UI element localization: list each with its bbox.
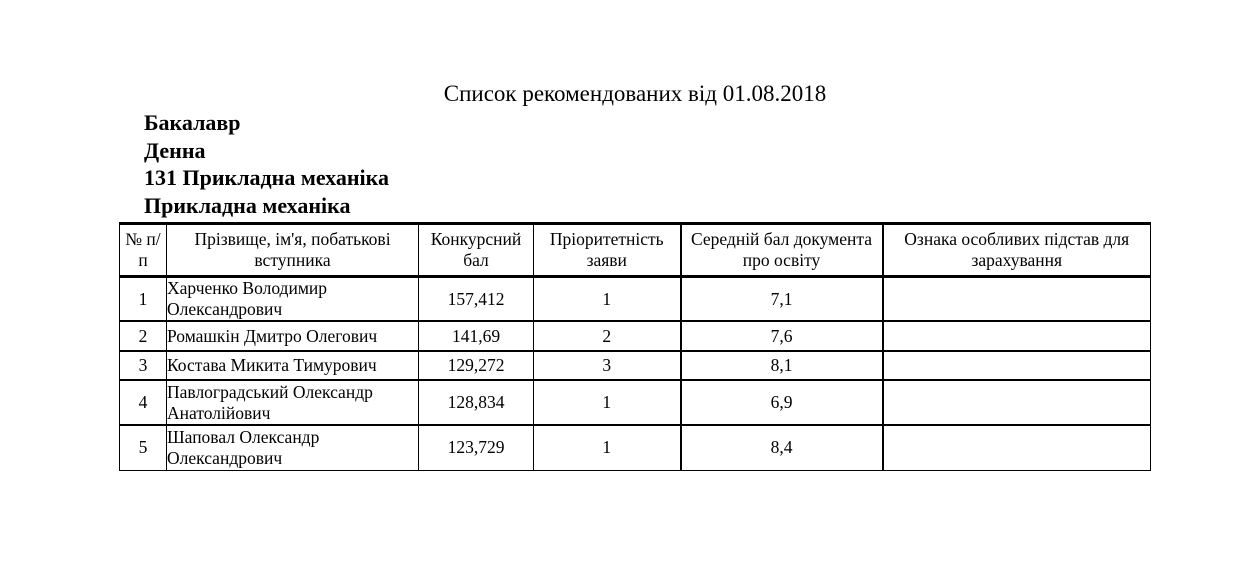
applicant-name: Шаповал Олександр Олександрович (167, 425, 419, 470)
row-number: 2 (120, 321, 167, 351)
competitive-score: 123,729 (419, 425, 534, 470)
application-priority: 1 (534, 277, 681, 322)
competitive-score: 129,272 (419, 351, 534, 380)
row-number: 5 (120, 425, 167, 470)
column-header-number: № п/п (120, 224, 167, 277)
row-number: 4 (120, 380, 167, 425)
special-grounds (883, 351, 1151, 380)
study-form: Денна (144, 137, 206, 163)
document-title: Список рекомендованих від 01.08.2018 (443, 81, 827, 106)
average-grade: 6,9 (681, 380, 883, 425)
column-header-special-grounds: Ознака особливих підстав для зарахування (883, 224, 1151, 277)
recommended-list-table (119, 222, 1151, 471)
applicant-name: Харченко Володимир Олександрович (167, 277, 419, 322)
column-header-score: Конкурсний бал (419, 224, 534, 277)
applicant-name: Ромашкін Дмитро Олегович (167, 321, 419, 351)
average-grade: 7,6 (681, 321, 883, 351)
special-grounds (883, 425, 1151, 470)
program: Прикладна механіка (144, 192, 351, 218)
applicant-name: Костава Микита Тимурович (167, 351, 419, 380)
average-grade: 8,1 (681, 351, 883, 380)
application-priority: 2 (534, 321, 681, 351)
column-header-priority: Пріоритетність заяви (534, 224, 681, 277)
competitive-score: 141,69 (419, 321, 534, 351)
table-row (120, 425, 1151, 470)
column-header-average: Середній бал документа про освіту (681, 224, 883, 277)
average-grade: 8,4 (681, 425, 883, 470)
table-row (120, 277, 1151, 322)
column-header-name: Прізвище, ім'я, побатькові вступника (167, 224, 419, 277)
heading-block (144, 109, 389, 219)
row-number: 3 (120, 351, 167, 380)
table-row (120, 380, 1151, 425)
application-priority: 1 (534, 380, 681, 425)
table-header-row (120, 224, 1151, 277)
special-grounds (883, 380, 1151, 425)
application-priority: 1 (534, 425, 681, 470)
competitive-score: 128,834 (419, 380, 534, 425)
special-grounds (883, 321, 1151, 351)
row-number: 1 (120, 277, 167, 322)
degree-level: Бакалавр (144, 110, 241, 135)
applicant-name: Павлоградський Олександр Анатолійович (167, 380, 419, 425)
competitive-score: 157,412 (419, 277, 534, 322)
table-row (120, 351, 1151, 380)
special-grounds (883, 277, 1151, 322)
average-grade: 7,1 (681, 277, 883, 322)
application-priority: 3 (534, 351, 681, 380)
specialty: 131 Прикладна механіка (144, 165, 389, 190)
table-row (120, 321, 1151, 351)
